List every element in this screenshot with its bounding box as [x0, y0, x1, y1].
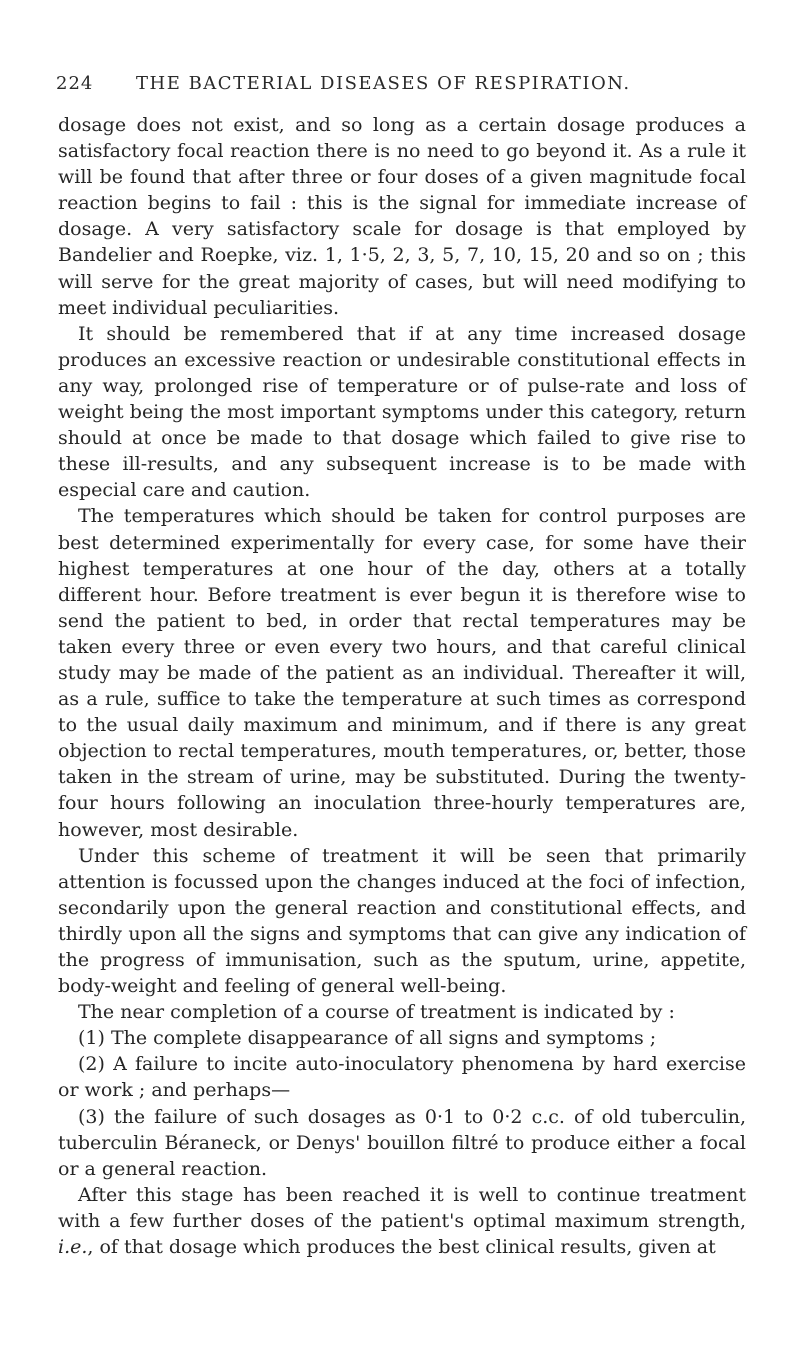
- list-item-1: (1) The complete disappearance of all signs and symptoms ;: [78, 1027, 657, 1050]
- paragraph-scheme: Under this scheme of treatment it will be seen that primarily attention is focussed upon the changes induced at the foci of infection, secondarily upon the general reaction and constitutional effects, and thirdly upon all the signs and symptoms that can give any indication of the progress of immunisation, such as the sputum, urine, appetite, body-weight and feeling of general well-being.: [58, 844, 746, 998]
- paragraph-excessive-reaction: It should be remembered that if at any time increased dosage produces an excessive reaction or undesirable constitutional effects in any way, prolonged rise of temperature or of pulse-rate and loss of weight being the most important symptoms under this category, return should at once be made to that dosage which failed to give rise to these ill-results, and any subsequent increase is to be made with especial care and caution.: [58, 322, 746, 502]
- paragraph-temperatures: The temperatures which should be taken for control purposes are best determined experimentally for every case, for some have their highest temperatures at one hour of the day, others at a totally different hour. Before treatment is ever begun it is therefore wise to send the patient to bed, in order that rectal temperatures may be taken every three or even every two hours, and that careful clinical study may be made of the patient as an individual. Thereafter it will, as a rule, suffice to take the temperature at such times as correspond to the usual daily maximum and minimum, and if there is any great objection to rectal temperatures, mouth temperatures, or, better, those taken in the stream of urine, may be substituted. During the twenty-four hours following an inoculation three-hourly temperatures are, however, most desirable.: [58, 505, 746, 841]
- paragraph-dosage-scale: dosage does not exist, and so long as a certain dosage produces a satisfactory focal reaction there is no need to go beyond it. As a rule it will be found that after three or four doses of a given magnitude focal reaction begins to fail : this is the signal for immediate increase of dosage. A very satisfactory scale for dosage is that employed by Bandelier and Roepke, viz. 1, 1·5, 2, 3, 5, 7, 10, 15, 20 and so on ; this will serve for the great majority of cases, but will need modifying to meet individual peculiarities.: [58, 114, 746, 319]
- paragraph-continue-text: After this stage has been reached it is well to continue treatment with a few further doses of the patient's optimal maximum strength, i.e., of that dosage which produces the best clinical results, given at: [58, 1183, 746, 1259]
- paragraph-continue-treatment: [58, 1182, 746, 1260]
- body-text: [58, 112, 746, 1260]
- page-number: 224: [56, 73, 94, 94]
- paragraph-completion: The near completion of a course of treatment is indicated by :: [78, 1001, 675, 1024]
- list-item-3: (3) the failure of such dosages as 0·1 to 0·2 c.c. of old tuberculin, tuberculin Béraneck, or Denys' bouillon filtré to produce either a focal or a general reaction.: [58, 1105, 746, 1180]
- running-title: THE BACTERIAL DISEASES OF RESPIRATION.: [136, 73, 631, 94]
- abbreviation-ie: i.e.: [58, 1236, 88, 1259]
- list-item-2: (2) A failure to incite auto-inoculatory phenomena by hard exercise or work ; and perhaps—: [58, 1053, 746, 1102]
- running-head: [56, 73, 716, 94]
